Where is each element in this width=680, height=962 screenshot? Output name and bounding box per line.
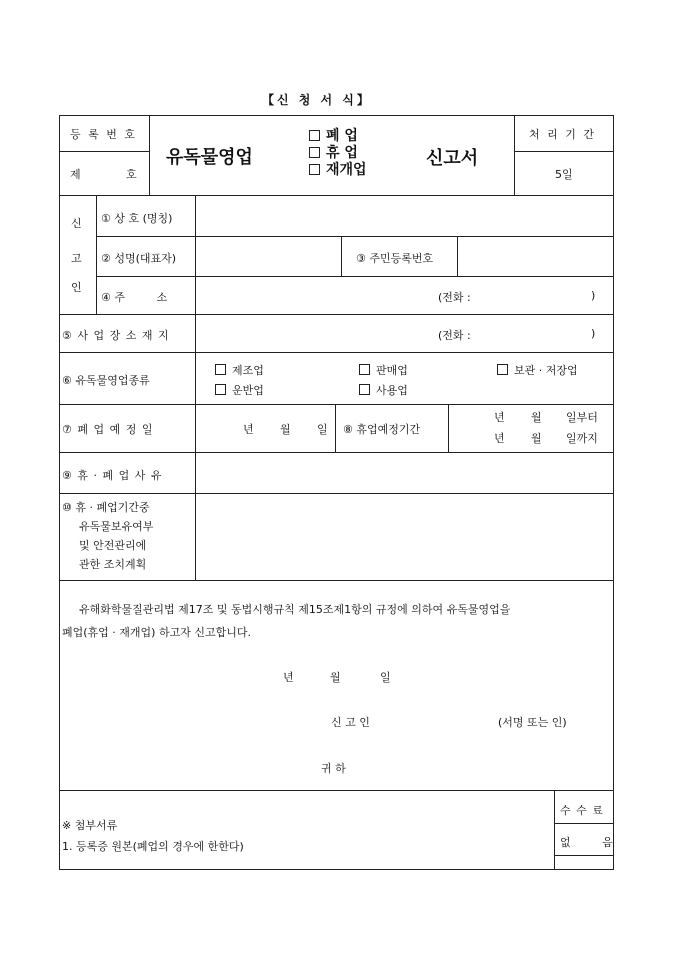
divider (59, 404, 614, 405)
period-label: 처 리 기 간 (529, 128, 596, 141)
location-phone-close: ) (591, 327, 596, 340)
divider (96, 236, 614, 237)
close-date-day: 일 (317, 423, 328, 436)
divider (96, 276, 614, 277)
suspend-period-label: ⑧ 휴업예정기간 (343, 423, 421, 436)
divider (59, 151, 149, 152)
business-name-label: ① 상 호 (명칭) (101, 212, 173, 225)
checkbox-icon (215, 384, 226, 395)
divider (554, 823, 614, 824)
no-label-suffix: 호 (126, 168, 137, 181)
declaration-day: 일 (380, 671, 391, 684)
divider (149, 115, 150, 195)
resident-id-label: ③ 주민등록번호 (356, 252, 434, 265)
attachments-title: ※ 첨부서류 (62, 819, 118, 832)
plan-field[interactable] (197, 495, 613, 579)
option-suspend[interactable]: 휴 업 (309, 145, 367, 162)
representative-field[interactable] (197, 238, 340, 275)
reason-field[interactable] (197, 454, 613, 492)
applicant-side-1: 신 (71, 217, 82, 230)
checkbox-icon (215, 364, 226, 375)
fee-value: 없 음 (560, 836, 613, 849)
fee-label: 수 수 료 (560, 804, 604, 817)
declaration-line-1: 유해화학물질관리법 제17조 및 동법시행규칙 제15조제1항의 규정에 의하여 유독물영업을 (79, 603, 511, 616)
applicant-side-2: 고 (71, 252, 82, 265)
form-name: 유독물영업 (166, 147, 253, 168)
divider (59, 452, 614, 453)
option-close[interactable]: 폐 업 (309, 128, 367, 145)
option-reopen[interactable]: 재개업 (309, 162, 367, 179)
checkbox-icon (309, 130, 320, 141)
divider (195, 195, 196, 580)
no-label-prefix: 제 (70, 168, 81, 181)
resident-id-field[interactable] (459, 238, 613, 275)
divider (335, 404, 336, 452)
representative-label: ② 성명(대표자) (101, 252, 177, 265)
divider (448, 404, 449, 452)
phone-label: (전화 : (438, 291, 471, 304)
suspend-from-suffix: 일부터 (566, 411, 598, 424)
divider (96, 195, 97, 314)
address-label: ④ 주 소 (101, 291, 168, 304)
suspend-from-month: 월 (531, 411, 542, 424)
reason-label: ⑨ 휴 · 폐 업 사 유 (62, 469, 163, 482)
attachment-item-1: 1. 등록증 원본(폐업의 경우에 한한다) (62, 840, 244, 853)
divider (59, 790, 614, 791)
plan-label: ⑩ 휴 · 폐업기간중 유독물보유여부 및 안전관리에 관한 조치계획 (62, 501, 154, 571)
period-value: 5일 (555, 168, 573, 181)
report-type-options (309, 128, 367, 179)
option-manufacture[interactable]: 제조업 (215, 362, 264, 378)
declaration-month: 월 (330, 671, 341, 684)
divider (59, 493, 614, 494)
divider (59, 314, 614, 315)
address-field[interactable] (197, 278, 613, 313)
suspend-from-year: 년 (494, 411, 505, 424)
divider (457, 236, 458, 276)
applicant-label: 신 고 인 (331, 716, 370, 729)
divider (554, 790, 555, 870)
checkbox-icon (359, 364, 370, 375)
checkbox-icon (309, 147, 320, 158)
option-storage[interactable]: 보관 · 저장업 (497, 362, 578, 378)
divider (514, 115, 515, 195)
checkbox-icon (359, 384, 370, 395)
option-transport[interactable]: 운반업 (215, 382, 264, 398)
close-date-field[interactable] (197, 406, 334, 451)
divider (59, 580, 614, 581)
declaration-year: 년 (283, 671, 294, 684)
report-label: 신고서 (426, 148, 479, 169)
divider (554, 855, 614, 856)
location-phone-label: (전화 : (438, 329, 471, 342)
checkbox-icon (497, 364, 508, 375)
close-date-year: 년 (243, 423, 254, 436)
form-title-header: 【신 청 서 식】 (262, 93, 372, 107)
suspend-to-year: 년 (494, 432, 505, 445)
divider (59, 195, 614, 196)
declaration-line-2: 폐업(휴업 · 재개업) 하고자 신고합니다. (62, 626, 251, 639)
divider (59, 352, 614, 353)
applicant-side-3: 인 (71, 281, 82, 294)
reg-no-label: 등 록 번 호 (70, 128, 137, 141)
location-label: ⑤ 사 업 장 소 재 지 (62, 329, 170, 342)
business-name-field[interactable] (197, 197, 613, 235)
checkbox-icon (309, 164, 320, 175)
addressee-label: 귀 하 (321, 762, 346, 775)
divider (341, 236, 342, 276)
phone-close: ) (591, 289, 596, 302)
divider (514, 151, 614, 152)
business-type-label: ⑥ 유독물영업종류 (62, 374, 150, 387)
option-use[interactable]: 사용업 (359, 382, 408, 398)
close-date-label: ⑦ 폐 업 예 정 일 (62, 423, 154, 436)
option-sales[interactable]: 판매업 (359, 362, 408, 378)
location-field[interactable] (197, 316, 613, 351)
close-date-month: 월 (280, 423, 291, 436)
suspend-to-suffix: 일까지 (566, 432, 598, 445)
signature-label: (서명 또는 인) (498, 716, 567, 729)
suspend-to-month: 월 (531, 432, 542, 445)
